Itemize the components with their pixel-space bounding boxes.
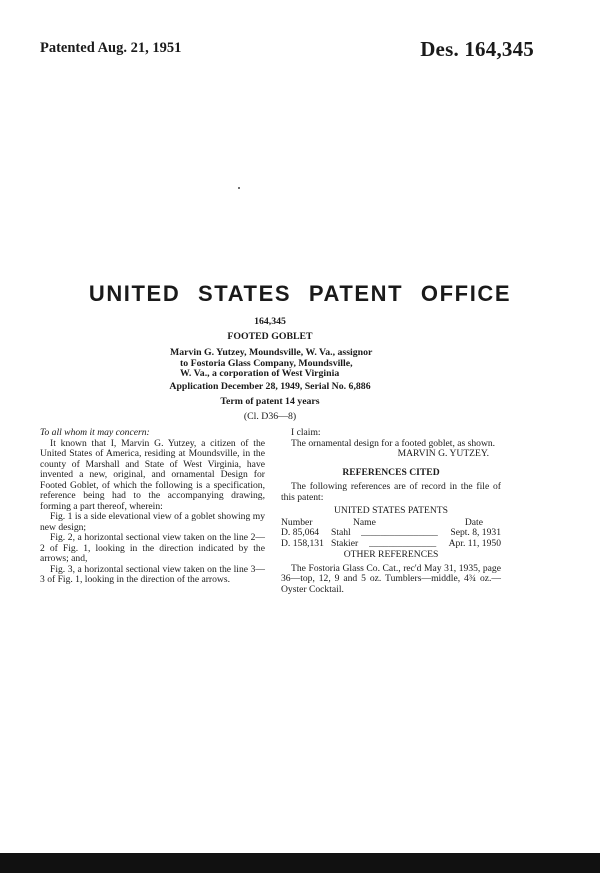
office-title: UNITED STATES PATENT OFFICE (88, 281, 512, 306)
patent-leader-cell: ________________ (361, 528, 438, 538)
salutation: To all whom it may concern: (40, 427, 150, 438)
table-row (281, 539, 501, 550)
application-line: Application December 28, 1949, Serial No. 6,886 (169, 381, 371, 392)
term-line: Term of patent 14 years (220, 396, 320, 407)
column-header-date: Date (464, 516, 483, 528)
column-header-name: Name (353, 516, 376, 528)
design-number: Des. 164,345 (420, 37, 534, 61)
us-patents-heading: UNITED STATES PATENTS (333, 505, 448, 516)
claim-intro: I claim: (291, 427, 321, 438)
patent-date: Patented Aug. 21, 1951 (40, 40, 182, 56)
patent-number-cell: D. 85,064 (281, 527, 320, 538)
patent-number-cell: D. 158,131 (281, 537, 324, 549)
assignor-line: to Fostoria Glass Company, Moundsville, (180, 357, 353, 369)
design-title: FOOTED GOBLET (227, 331, 313, 342)
scan-bottom-edge (0, 853, 600, 873)
other-references-heading: OTHER REFERENCES (343, 549, 439, 560)
classification-line: (Cl. D36—8) (243, 411, 297, 422)
claims-column (281, 428, 501, 595)
column-header-number: Number (281, 516, 313, 528)
other-reference-text: The Fostoria Glass Co. Cat., rec'd May 31, 1935, page 36—top, 12, 9 and 5 oz. Tumblers—middle, 4¾ oz.—Oyster Cocktail. (281, 562, 501, 595)
patent-name-cell: Stahl (331, 527, 351, 538)
spec-paragraph: Fig. 3, a horizontal sectional view taken on the line 3—3 of Fig. 1, looking in the direction of the arrows. (40, 563, 265, 585)
assignor-line: Marvin G. Yutzey, Moundsville, W. Va., assignor (170, 347, 373, 358)
references-intro: The following references are of record in the file of this patent: (281, 481, 501, 503)
patent-number: 164,345 (254, 316, 286, 327)
patent-date-cell: Sept. 8, 1931 (450, 527, 501, 538)
table-row (281, 528, 501, 539)
spec-paragraph: Fig. 2, a horizontal sectional view taken on the line 2—2 of Fig. 1, looking in the direction indicated by the arrows; and, (40, 532, 265, 564)
assignor-block (170, 348, 410, 380)
spec-paragraph: It known that I, Marvin G. Yutzey, a citizen of the United States of America, residing at Moundsville, in the county of Marshall and State of West Virginia, have invented a new, original, and ornamental Design for Footed Goblet, of which the following is a specification, reference being had to the accompanying drawing, forming a part thereof, wherein: (40, 437, 265, 512)
patent-name-cell: Stakier (331, 537, 359, 549)
spec-paragraph: Fig. 1 is a side elevational view of a goblet showing my new design; (40, 511, 265, 533)
references-heading: REFERENCES CITED (342, 466, 440, 478)
scan-speck (238, 187, 240, 189)
specification-column (40, 428, 265, 586)
claim-text: The ornamental design for a footed goblet, as shown. (291, 437, 496, 449)
patent-leader-cell: ______________ (369, 538, 437, 549)
inventor-signature: MARVIN G. YUTZEY. (397, 448, 489, 459)
patent-date-cell: Apr. 11, 1950 (448, 537, 501, 549)
assignor-line: W. Va., a corporation of West Virginia (180, 368, 340, 379)
